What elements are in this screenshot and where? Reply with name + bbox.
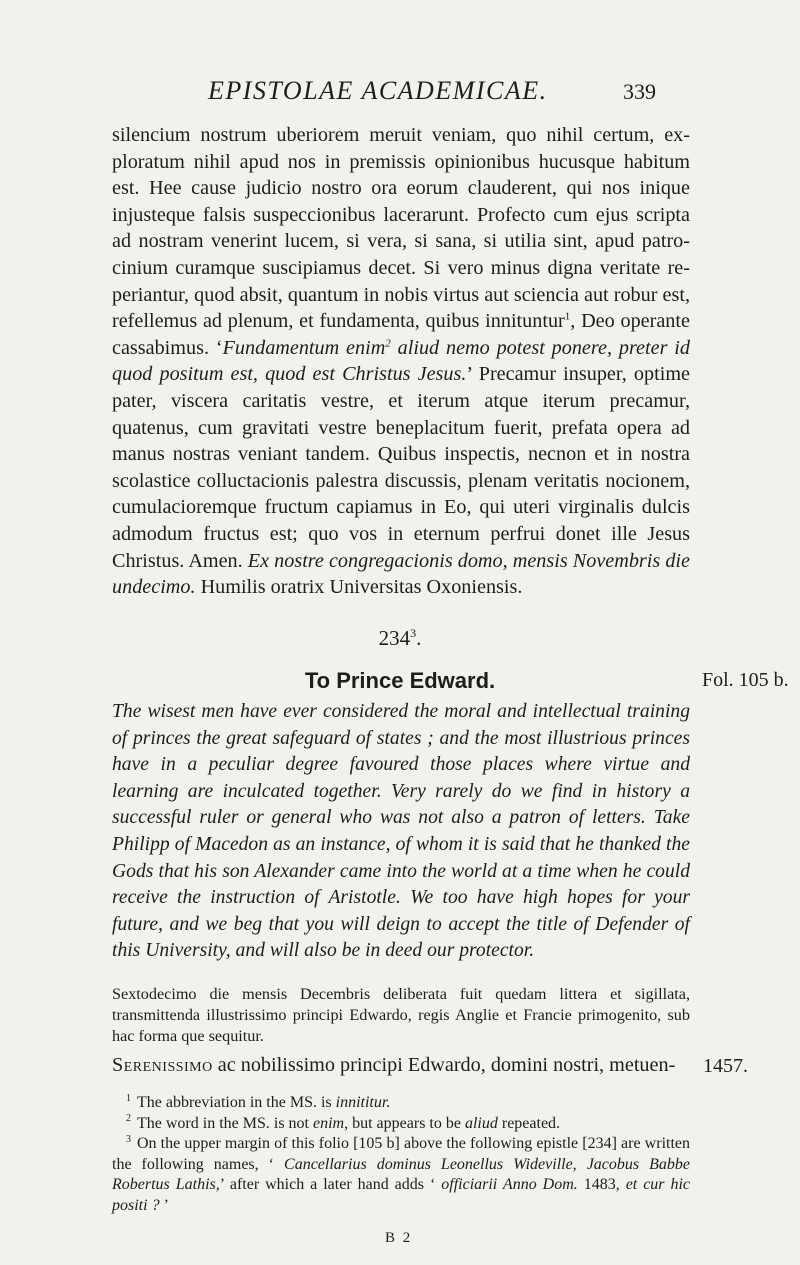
page-number: 339 [623,79,656,104]
footnote-text: The abbreviation in the MS. is [137,1094,336,1111]
footnote-text: ’ [159,1196,169,1214]
year-reference: 1457. [703,1055,748,1077]
letter-number: 234$^3$. [378,626,422,650]
footnote-ref-2: 2 [385,337,391,350]
footnote-italic: aliud [464,1114,498,1132]
opening-small-caps: Serenissimo [112,1054,213,1076]
letter-opening [112,1054,690,1077]
footnotes [112,1093,690,1217]
footnote-text: but appears to be [348,1114,465,1132]
footnote-italic: enim, [313,1114,349,1132]
footnote-italic: Cancellarius dominus Leonellus Wideville, Jacobus Babbe Robertus Lathis, [112,1155,691,1194]
footnote-number: 1 [126,1092,131,1104]
opening-text: ac nobilissimo principi Edwardo, domini nostri, metuen- [212,1054,676,1076]
letter-heading [0,668,800,696]
footnote-3 [112,1134,690,1216]
latin-quote-2: aliud nemo potest ponere, preter id quod positum est, quod est Christus Jesus. [112,336,690,386]
footnote-ref-1: 1 [564,310,571,323]
folio-reference: Fol. 105 b. [702,669,789,691]
footnote-text: ’ after which a later hand adds ‘ [219,1176,442,1194]
latin-text-2: , Deo operante cassabimus. ‘ [112,310,690,359]
footnote-text: repeated. [497,1114,561,1132]
latin-text-1: silencium nostrum uberiorem meruit veniam, quo nihil certum, exploratum nihil apud nos in premissis opinionibus hucusque habitum est. Hee cause judicio nostro ora eorum clauderent, qui nos inique injusteque falsis suspeccionibus lacerarunt. Profecto cum ejus scripta ad nostram venerint lucem, si vera, si sana, si utilia sint, apud patrocinium curamque suscipiamus decet. Si vero minus digna veritate reperiantur, quod absit, quantum in nobis virtus aut sciencia aut robur est, refellemus ad plenum, et fundamenta, quibus innituntur [112,124,690,333]
latin-signoff: Humilis oratrix Universitas Oxoniensis. [195,576,523,599]
footnote-1 [112,1093,690,1114]
latin-note: Sextodecimo die mensis Decembris deliberata fuit quedam littera et sigillata, transmittenda illustrissimo principi Edwardo, regis Anglie et Francie primogenito, sub hac forma que sequitur. [112,985,690,1046]
english-summary: The wisest men have ever considered the moral and intellectual training of princes the great safeguard of states ; and the most illustrious princes have in a peculiar degree favoured those places where virtue and learning are inculcated together. Very rarely do we find in history a successful ruler or general who was not also a patron of letters. Take Philipp of Macedon as an instance, of whom it is said that he thanked the Gods that his son Alexander came into the world at a time when he could receive the instruction of Aristotle. We too have high hopes for your future, and we beg that you will deign to accept the title of Defender of this University, and will also be in deed our protector. [112,701,690,962]
latin-paragraph [112,122,690,601]
letter-opening-row [0,1054,800,1082]
latin-text-3: ’ Precamur insuper, optime pater, viscera caritatis vestre, et iterum atque iterum precamur, quatenus, cum gravitati vestre beneplacitum fuerit, prefata opera ad manus nostras veniant tandem. Quibus inspectis, necnon et in nostra scolastice colluctacionis palestra discussis, plenam veritatis nocionem, cumulacioremque fructum capiamus in Eo, qui uteri virginalis dulcis admodum fructus est; quo vos in eternum perfrui donet ille Jesus Christus. Amen. [112,363,690,572]
footnote-text: The word in the MS. is not [137,1114,313,1132]
footnote-italic: et cur hic positi ? [112,1176,691,1214]
footnote-text: 1483, [577,1176,626,1194]
signature-mark: B 2 [385,1230,413,1246]
footnote-italic: innititur. [335,1094,391,1111]
footnote-text: On the upper margin of this folio [105 b] above the following epistle [234] are written the following names, ‘ [112,1135,690,1173]
footnote-ref-3: 3 [410,626,417,640]
latin-dateline: Ex nostre congregacionis domo, mensis Novembris die undecimo. [112,549,690,599]
footnote-number: 2 [126,1113,131,1125]
letter-number-value: 234 [378,626,411,650]
running-title: EPISTOLAE ACADEMICAE. [208,76,548,105]
addressee-heading: To Prince Edward. [304,668,496,693]
running-head [0,76,800,108]
footnote-2 [112,1114,690,1135]
footnote-number: 3 [126,1133,131,1145]
latin-quote-1: Fundamentum enim [222,336,386,359]
footnote-italic: officiarii Anno Dom. [441,1176,578,1194]
